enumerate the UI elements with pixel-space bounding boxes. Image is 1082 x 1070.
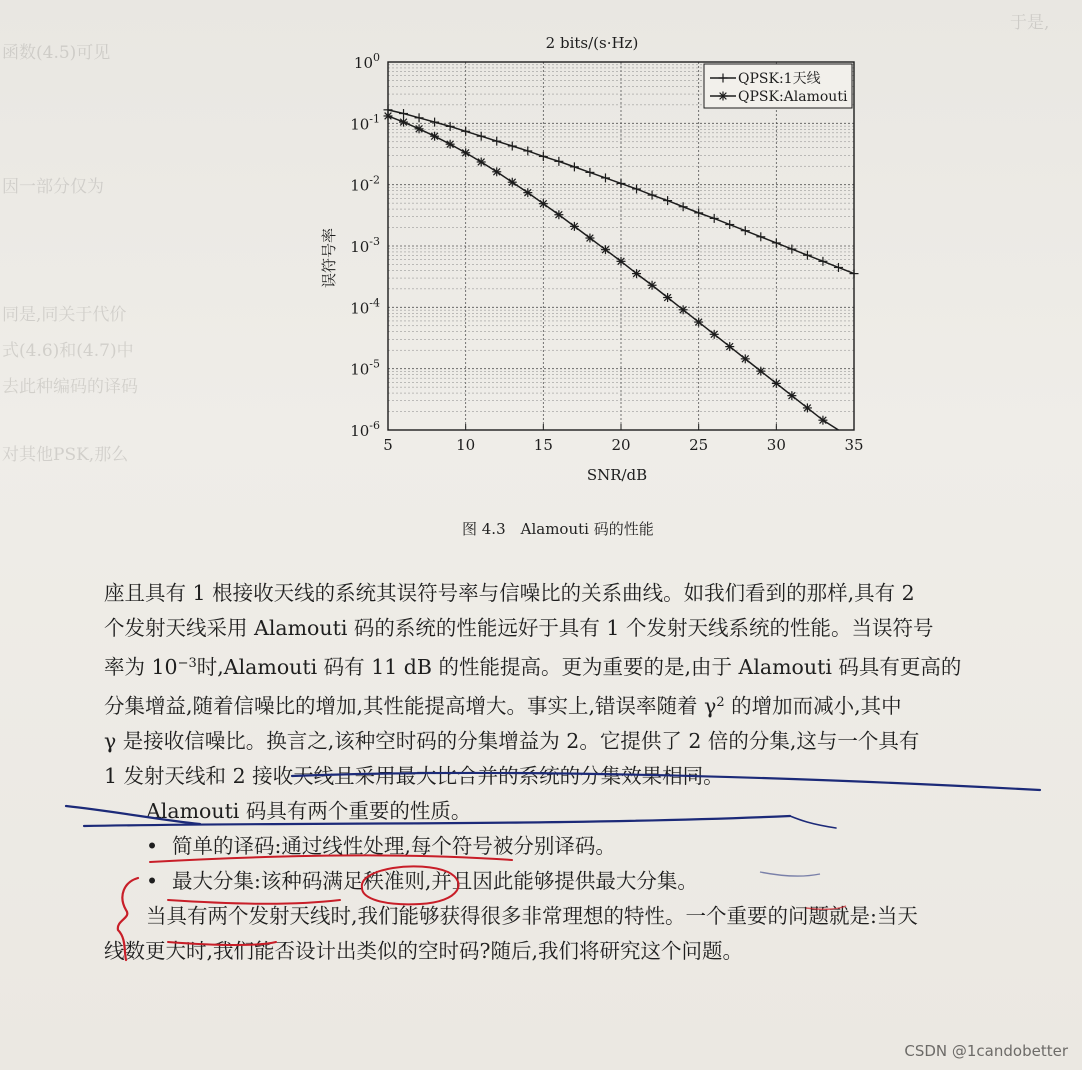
- y-tick-base: 10: [350, 238, 370, 256]
- y-tick-base: 10: [350, 360, 370, 379]
- plus-marker: [399, 109, 408, 118]
- text-line: [104, 685, 1054, 724]
- bullet-item: [104, 829, 1054, 864]
- y-tick-label: [354, 51, 380, 72]
- y-tick-label: [350, 174, 380, 195]
- plus-marker: [539, 152, 548, 161]
- plus-marker: [554, 157, 563, 166]
- ghost-text: 式(4.6)和(4.7)中: [2, 341, 134, 361]
- text-fragment: 时: [196, 655, 218, 679]
- star-marker: [446, 140, 455, 149]
- ghost-text: 去此种编码的译码: [2, 377, 138, 397]
- plus-marker: [679, 202, 688, 211]
- text-line: γ 是接收信噪比。换言之,该种空时码的分集增益为 2。它提供了 2 倍的分集,这与一个具有: [104, 729, 920, 753]
- x-tick-label: 20: [611, 436, 631, 454]
- x-tick-label: 35: [844, 436, 864, 454]
- paragraph-1: [104, 576, 1054, 794]
- plus-marker: [415, 113, 424, 122]
- text-line: [104, 646, 1054, 685]
- star-marker: [648, 281, 657, 290]
- plus-marker: [850, 269, 859, 278]
- y-axis-ticks: [350, 51, 380, 440]
- superscript: 2: [716, 695, 725, 710]
- ser-vs-snr-chart: [300, 20, 880, 490]
- y-tick-base: 10: [353, 54, 373, 72]
- y-tick-exponent: -1: [369, 112, 380, 126]
- star-marker: [585, 234, 594, 243]
- star-marker: [461, 148, 470, 157]
- y-tick-exponent: -2: [369, 173, 380, 187]
- y-tick-exponent: 0: [373, 51, 380, 64]
- text-fragment: 分集增益,随着信噪比的增加,其性能提高增大。事实上,错误率随着 γ: [104, 694, 717, 718]
- x-axis-label: SNR/dB: [586, 466, 648, 484]
- superscript: −3: [177, 656, 197, 671]
- y-tick-exponent: -4: [369, 296, 380, 310]
- bullet-dot: •: [146, 834, 159, 858]
- plus-marker: [585, 168, 594, 177]
- legend-label: QPSK:1天线: [738, 71, 821, 87]
- x-tick-label: 10: [456, 436, 476, 454]
- star-marker: [384, 111, 393, 120]
- star-marker: [803, 403, 812, 412]
- plus-marker: [663, 196, 672, 205]
- y-tick-label: [350, 235, 380, 256]
- plus-marker: [601, 173, 610, 182]
- plus-marker: [818, 257, 827, 266]
- text-line: 线数更大时,我们能否设计出类似的空时码?随后,我们将研究这个问题。: [104, 939, 744, 963]
- watermark: CSDN @1candobetter: [904, 1042, 1068, 1060]
- plus-marker: [632, 184, 641, 193]
- y-tick-exponent: -6: [369, 419, 380, 432]
- x-tick-label: 15: [533, 436, 553, 454]
- paragraph-3: [104, 899, 1054, 969]
- y-tick-label: [350, 358, 380, 379]
- bullet-text: 简单的译码:通过线性处理,每个符号被分别译码。: [172, 834, 616, 858]
- star-marker: [477, 157, 486, 166]
- plus-marker: [508, 142, 517, 151]
- star-marker: [415, 124, 424, 133]
- y-tick-exponent: -5: [369, 357, 380, 371]
- text-line: 座且具有 1 根接收天线的系统其误符号率与信噪比的关系曲线。如我们看到的那样,具有 2: [104, 581, 915, 605]
- star-marker: [430, 132, 439, 141]
- legend-label: QPSK:Alamouti: [738, 89, 848, 105]
- series-line: [388, 116, 838, 430]
- star-marker: [399, 118, 408, 127]
- chart-title: 2 bits/(s·Hz): [545, 34, 639, 52]
- text-fragment: ,Alamouti 码有 11 dB 的性能提高。更为重要的是,由于 Alamouti 码具有更高的: [217, 655, 962, 679]
- star-marker: [787, 391, 796, 400]
- star-marker: [539, 199, 548, 208]
- x-axis-ticks: [383, 424, 863, 454]
- ghost-text: 函数(4.5)可见: [2, 43, 111, 63]
- ghost-text: 对其他PSK,那么: [2, 445, 129, 465]
- y-tick-label: [350, 296, 380, 317]
- star-marker: [694, 318, 703, 327]
- series-alamouti: [384, 111, 839, 430]
- text-fragment: 率为 10: [104, 655, 178, 679]
- x-tick-label: 5: [383, 436, 393, 454]
- plus-marker: [430, 118, 439, 127]
- star-marker: [492, 167, 501, 176]
- plus-marker: [492, 137, 501, 146]
- star-marker: [632, 269, 641, 278]
- star-marker: [554, 210, 563, 219]
- x-tick-label: 25: [689, 436, 709, 454]
- star-marker: [679, 305, 688, 314]
- figure-caption: 图 4.3 Alamouti 码的性能: [462, 520, 654, 538]
- y-tick-label: [350, 419, 380, 440]
- plus-marker: [461, 127, 470, 136]
- chart-legend: [704, 64, 852, 108]
- star-marker: [601, 245, 610, 254]
- plus-marker: [617, 179, 626, 188]
- bullet-dot: •: [146, 869, 159, 893]
- star-marker: [617, 257, 626, 266]
- star-marker: [508, 178, 517, 187]
- ghost-text: 于是,: [1010, 13, 1050, 33]
- ghost-text: 因一部分仅为: [2, 177, 104, 197]
- star-marker: [818, 416, 827, 425]
- star-marker: [523, 188, 532, 197]
- body-text: [104, 576, 1054, 969]
- bullet-list: [104, 829, 1054, 899]
- text-line: 1 发射天线和 2 接收天线且采用最大比合并的系统的分集效果相同。: [104, 764, 724, 788]
- y-axis-label: 误符号率: [320, 227, 338, 289]
- x-tick-label: 30: [766, 436, 786, 454]
- y-tick-base: 10: [350, 422, 370, 440]
- plus-marker: [694, 208, 703, 217]
- ghost-text: 同是,同关于代价: [2, 305, 127, 325]
- text-fragment: 的增加而减小,其中: [724, 694, 902, 718]
- star-marker: [741, 354, 750, 363]
- star-marker: [710, 330, 719, 339]
- y-tick-label: [350, 112, 380, 133]
- star-marker: [663, 293, 672, 302]
- bullet-text: 最大分集:该种码满足秩准则,并且因此能够提供最大分集。: [172, 869, 698, 893]
- star-marker: [725, 342, 734, 351]
- text-line: 个发射天线采用 Alamouti 码的系统的性能远好于具有 1 个发射天线系统的性能。当误符号: [104, 616, 934, 640]
- paragraph-2: [104, 794, 1054, 829]
- star-marker: [756, 367, 765, 376]
- text-line: 当具有两个发射天线时,我们能够获得很多非常理想的特性。一个重要的问题就是:当天: [146, 904, 918, 928]
- plus-marker: [710, 214, 719, 223]
- bullet-item: [104, 864, 1054, 899]
- plus-marker: [756, 232, 765, 241]
- text-line: Alamouti 码具有两个重要的性质。: [146, 799, 472, 823]
- y-tick-base: 10: [350, 299, 370, 318]
- plus-marker: [570, 162, 579, 171]
- y-tick-base: 10: [350, 176, 370, 195]
- star-marker: [719, 92, 728, 101]
- y-tick-exponent: -3: [369, 235, 380, 248]
- y-tick-base: 10: [350, 115, 370, 134]
- star-marker: [570, 222, 579, 231]
- star-marker: [772, 379, 781, 388]
